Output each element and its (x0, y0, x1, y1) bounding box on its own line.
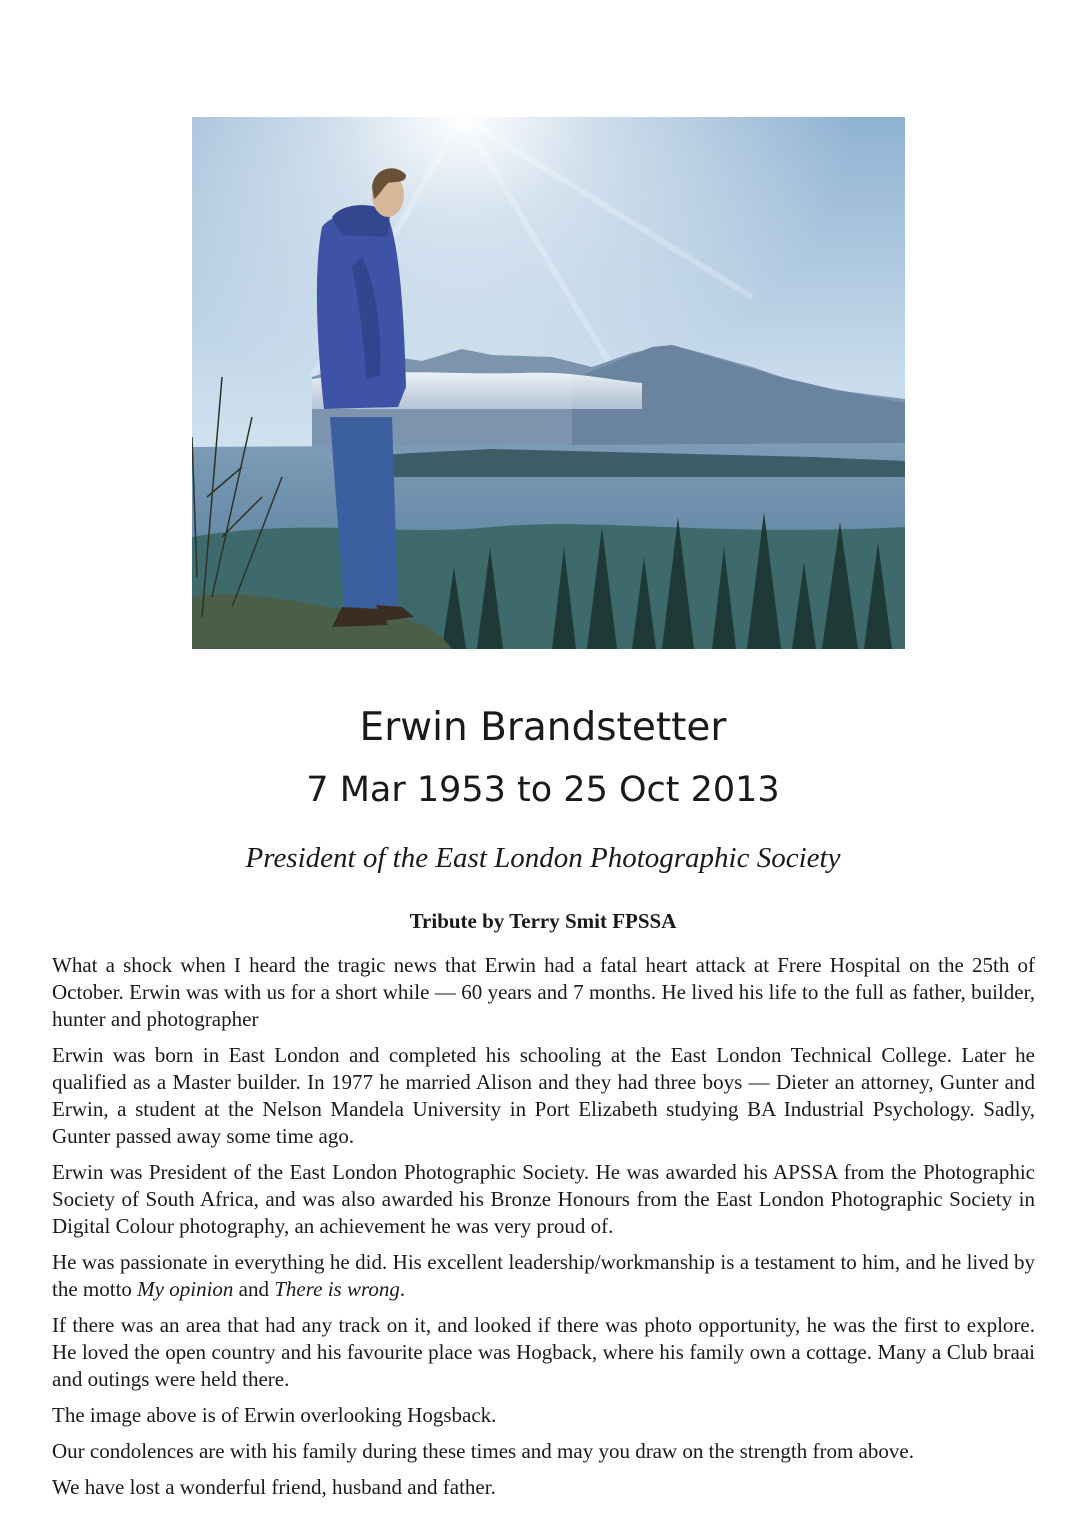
role-title: President of the East London Photographic Society (245, 842, 841, 874)
tribute-byline: Tribute by Terry Smit FPSSA (409, 909, 677, 933)
deceased-name: Erwin Brandstetter (359, 705, 727, 750)
paragraph-6: The image above is of Erwin overlooking Hogsback. (52, 1403, 497, 1427)
paragraph-7: Our condolences are with his family during these times and may you draw on the strength from above. (52, 1439, 914, 1463)
paragraph-5: If there was an area that had any track on it, and looked if there was photo opportunity, he was the first to explore. He loved the open country and his favourite place was Hogback, where his family own a cottage. Many a Club braai and outings were held there. (52, 1313, 1035, 1391)
paragraph-4 (52, 1249, 1035, 1303)
tribute-body (52, 952, 1035, 1510)
paragraph-1: What a shock when I heard the tragic news that Erwin had a fatal heart attack at Frere Hospital on the 25th of October. Erwin was with us for a short while — 60 years and 7 months. He lived his life to the full as father, builder, hunter and photographer (52, 953, 1035, 1031)
paragraph-4-and: and (233, 1277, 275, 1301)
paragraph-4-end: . (399, 1277, 406, 1301)
paragraph-8: We have lost a wonderful friend, husband and father. (52, 1475, 496, 1499)
motto-my-opinion: My opinion (137, 1277, 234, 1301)
life-dates: 7 Mar 1953 to 25 Oct 2013 (306, 770, 780, 810)
paragraph-4-text: He was passionate in everything he did. His excellent leadership/workmanship is a testament to him, and he lived by the motto (52, 1250, 1035, 1301)
paragraph-2: Erwin was born in East London and completed his schooling at the East London Technical College. Later he qualified as a Master builder. In 1977 he married Alison and they had three boys — Dieter an attorney, Gunter and Erwin, a student at the Nelson Mandela University in Port Elizabeth studying BA Industrial Psychology. Sadly, Gunter passed away some time ago. (52, 1043, 1035, 1148)
motto-there-is-wrong: There is wrong (274, 1277, 400, 1301)
memorial-photo (192, 117, 905, 649)
paragraph-3: Erwin was President of the East London Photographic Society. He was awarded his APSSA from the Photographic Society of South Africa, and was also awarded his Bronze Honours from the East London Photographic Society in Digital Colour photography, an achievement he was very proud of. (52, 1160, 1035, 1238)
photo-man-overlooking-mountains-icon (192, 117, 905, 649)
